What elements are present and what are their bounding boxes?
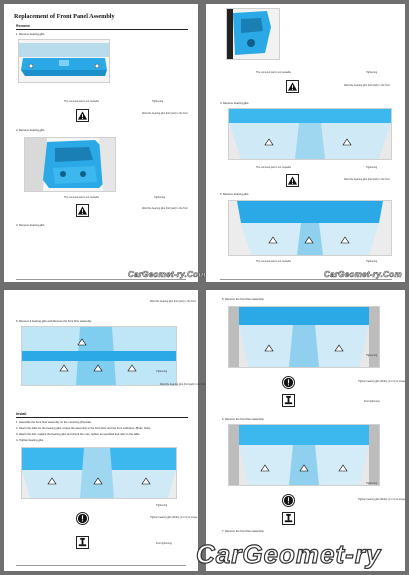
figure-floor-a xyxy=(228,306,380,368)
caption-torque: Tighten bearing gibs (Bolts) (1 to 3) to torque xyxy=(358,380,406,383)
wrench-icon xyxy=(282,394,295,407)
figure-front-wall xyxy=(24,137,116,192)
watermark: CarGeomet-ry.Com xyxy=(128,270,206,279)
info-icon xyxy=(76,512,89,525)
warning-icon xyxy=(286,80,299,93)
warning-icon xyxy=(76,204,89,217)
step-1: 1. Remove bearing gibs. xyxy=(16,33,46,36)
caption-tightening: Tightening xyxy=(156,370,168,373)
figure-floor-assembly xyxy=(21,326,177,386)
section-heading: Install xyxy=(16,412,27,416)
step-2: 2. Remove bearing gibs. xyxy=(16,129,46,132)
caption-tightening: Tightening xyxy=(366,71,378,74)
divider xyxy=(16,29,188,30)
page-title: Replacement of Front Panel Assembly xyxy=(14,13,115,20)
caption-tightening: Tightening xyxy=(152,100,164,103)
watermark: CarGeomet-ry.Com xyxy=(324,270,402,279)
caption-not-reusable: The removed part is not reusable xyxy=(256,260,292,263)
figure-floor-b xyxy=(228,424,380,486)
document-page-1 xyxy=(4,4,206,282)
document-page-4 xyxy=(206,290,405,571)
divider xyxy=(16,417,188,418)
caption-first-tightening: First tightening xyxy=(156,542,172,545)
section-heading: Remove xyxy=(16,24,30,28)
step-remove-floor-2: 6. Remove the front floor assembly. xyxy=(222,418,265,421)
document-page-2 xyxy=(206,4,405,282)
footer-rule xyxy=(16,279,186,280)
caption-weld: Weld the bearing gibs (bolt part) in the Tool xyxy=(344,178,390,181)
install-step-3: 3. Attach the bolt, replace the bearing gibs and check the nuts, tighten as specified and refer to the table. xyxy=(16,433,141,436)
footer-rule xyxy=(16,565,186,566)
watermark-logo: CarGeomet-ry xyxy=(196,539,382,569)
caption-tightening: Tightening xyxy=(366,260,378,263)
install-step-2: 2. Attach the bolts for the bearing gibs; torque the assembly to the front floor and the front subframe. (Bolts, Nuts) xyxy=(16,427,151,430)
footer-rule xyxy=(220,279,392,280)
caption-weld: Weld the bearing gibs (bolt part) in the Tool xyxy=(150,300,196,303)
caption-tightening: Tightening xyxy=(156,504,168,507)
caption-first-tightening: First tightening xyxy=(364,400,380,403)
caption-weld: Weld the bearing gibs (bolt part) in the Tool xyxy=(142,112,188,115)
step-3: 3. Remove bearing gibs. xyxy=(16,224,46,227)
figure-floor-top xyxy=(228,108,392,160)
info-icon xyxy=(282,376,295,389)
figure-floor-front xyxy=(228,200,392,256)
caption-not-reusable: The removed part is not reusable xyxy=(64,196,100,199)
install-step-1: 1. Assemble the front floor assembly on the mounting (Provide). xyxy=(16,421,92,424)
step-remove-floor-3: 7. Remove the front floor assembly. xyxy=(222,530,265,533)
step-5: 5. Remove bearing gibs. xyxy=(220,193,250,196)
caption-weld: Weld the bearing gibs (bolt part) in the Tool xyxy=(344,84,390,87)
warning-icon xyxy=(286,174,299,187)
figure-side-wall xyxy=(226,8,280,60)
step-4: 4. Remove bearing gibs. xyxy=(220,102,250,105)
caption-not-reusable: The removed part is not reusable xyxy=(256,71,292,74)
caption-weld: Weld the bearing gibs (bolt part) in the Tool xyxy=(160,383,206,386)
caption-not-reusable: The removed part is not reusable xyxy=(64,100,100,103)
step-6: 6. Remove 4 bearing gibs and Remove the front floor assembly. xyxy=(16,320,92,323)
figure-rear-panel xyxy=(18,39,110,83)
caption-tightening: Tightening xyxy=(366,166,378,169)
caption-torque: Tighten bearing gibs (Bolts) (1 to 3) to torque xyxy=(150,516,198,519)
step-remove-floor: 5. Remove the front floor assembly. xyxy=(222,298,265,301)
caption-tightening: Tightening xyxy=(154,196,166,199)
warning-icon xyxy=(76,109,89,122)
wrench-icon xyxy=(76,536,89,549)
document-page-3 xyxy=(4,290,206,571)
caption-tightening: Tightening xyxy=(366,482,378,485)
figure-floor-install xyxy=(21,447,177,499)
caption-tightening: Tightening xyxy=(366,354,378,357)
caption-not-reusable: The removed part is not reusable xyxy=(256,166,292,169)
install-step-4: 4. Tighten bearing gibs. xyxy=(16,439,44,442)
caption-weld: Weld the bearing gibs (bolt part) in the Tool xyxy=(142,207,188,210)
caption-torque: Tighten bearing gibs (Bolts) (1 to 3) to torque xyxy=(358,498,406,501)
wrench-icon xyxy=(282,512,295,525)
info-icon xyxy=(282,494,295,507)
